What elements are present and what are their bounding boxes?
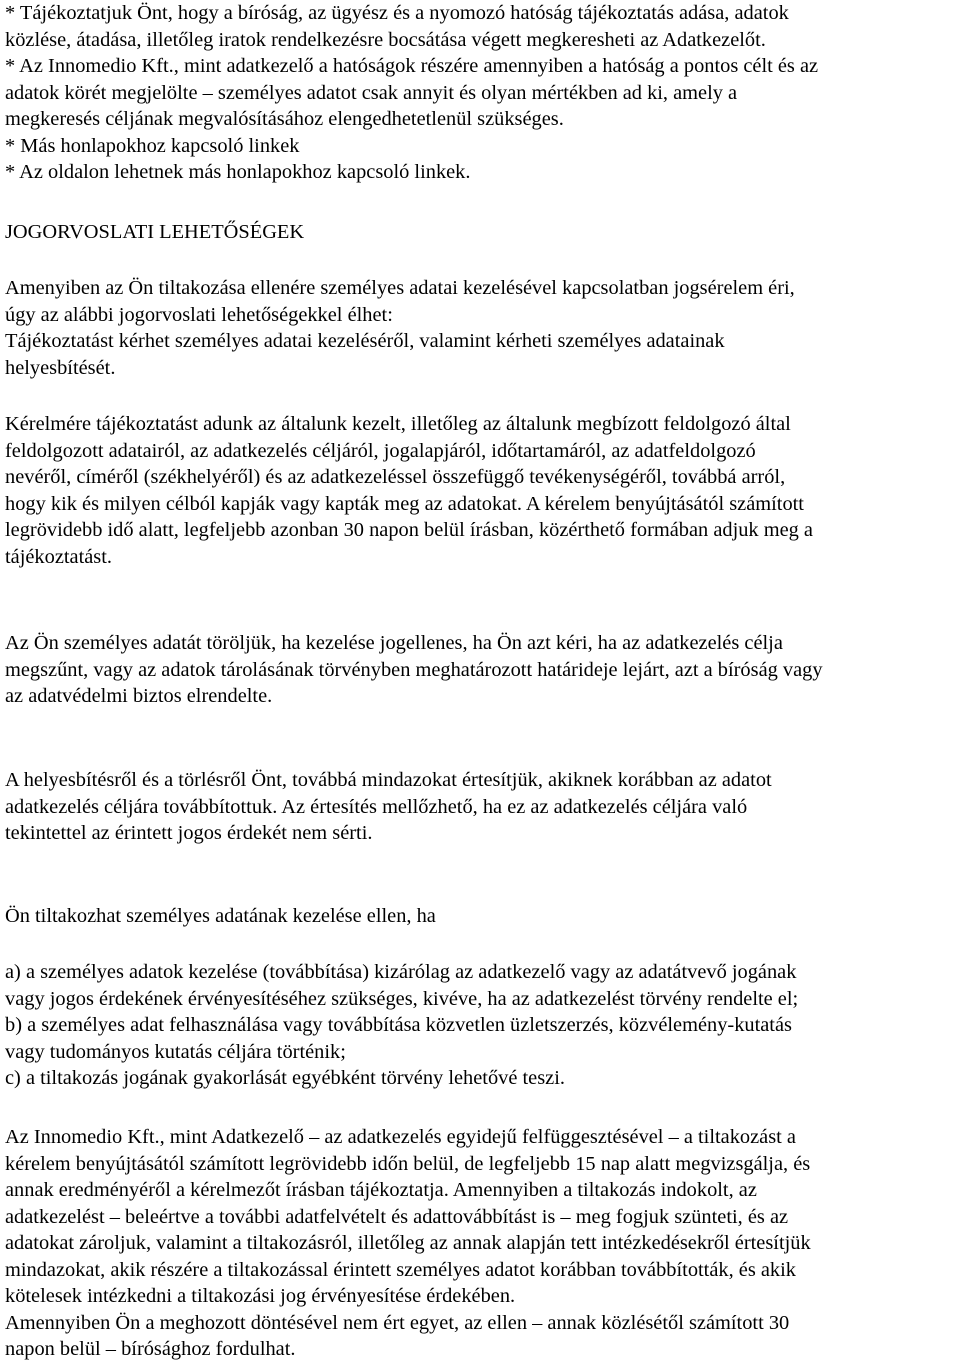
- section-heading: [5, 219, 304, 246]
- text-line: Amennyiben Ön a meghozott döntésével nem ért egyet, az ellen – annak közlésétől számított 30: [5, 1311, 790, 1334]
- text-line: Amenyiben az Ön tiltakozása ellenére személyes adatai kezelésével kapcsolatban jogsérelem éri,: [5, 277, 795, 299]
- intro-paragraph: [5, 0, 818, 186]
- text-line: adatkezelést – beleértve a további adatfelvételt és adattovábbítást is – meg fogjuk szünteti, és az: [5, 1205, 789, 1228]
- text-line: legrövidebb idő alatt, legfeljebb azonban 30 napon belül írásban, közérthető formában adjuk meg a: [5, 519, 813, 541]
- deletion-paragraph: [5, 630, 823, 710]
- list-item: vagy jogos érdekének érvényesítéséhez szükséges, kivéve, ha az adatkezelést törvény rendelte el;: [5, 987, 799, 1010]
- text-line: Tájékoztatást kérhet személyes adatai kezeléséről, valamint kérheti személyes adatainak: [5, 330, 725, 352]
- remedies-intro-paragraph: [5, 275, 795, 381]
- text-line: megkeresés céljának megvalósításához elengedhetetlenül szükséges.: [5, 108, 564, 130]
- text-line: adatokat zároljuk, valamint a tiltakozásról, illetőleg az annak alapján tett intézkedésekről értesítjük: [5, 1232, 811, 1254]
- text-line: megszűnt, vagy az adatok tárolásának törvényben meghatározott határideje lejárt, azt a bíróság vagy: [5, 658, 823, 681]
- text-line: tájékoztatást.: [5, 545, 113, 568]
- list-item: vagy tudományos kutatás céljára történik;: [5, 1040, 346, 1063]
- text-line: Kérelmére tájékoztatást adunk az általunk kezelt, illetőleg az általunk megbízott feldolgozó által: [5, 413, 791, 435]
- text-line: adatkezelés céljára továbbítottuk. Az értesítés mellőzhető, ha ez az adatkezelés céljára való: [5, 795, 748, 818]
- text-line: kérelem benyújtásától számított legrövidebb időn belül, de legfeljebb 15 nap alatt megvizsgálja, és: [5, 1152, 811, 1175]
- text-line: * Az Innomedio Kft., mint adatkezelő a hatóságok részére amennyiben a hatóság a pontos célt és az: [5, 55, 819, 77]
- heading-text: JOGORVOSLATI LEHETŐSÉGEK: [5, 221, 305, 243]
- text-line: napon belül – bírósághoz fordulhat.: [5, 1338, 296, 1360]
- text-line: közlése, átadása, illetőleg iratok rendelkezésre bocsátása végett megkeresheti az Adatkezelőt.: [5, 28, 766, 51]
- text-line: Ön tiltakozhat személyes adatának kezelése ellen, ha: [5, 905, 436, 927]
- objection-intro-paragraph: [5, 903, 436, 930]
- objection-list: [5, 959, 798, 1092]
- text-line: mindazokat, akik részére a tiltakozással érintett személyes adatot korábban továbbították, és akik: [5, 1258, 796, 1281]
- text-line: kötelesek intézkedni a tiltakozási jog érvényesítése érdekében.: [5, 1285, 516, 1307]
- request-info-paragraph: [5, 411, 813, 570]
- text-line: helyesbítését.: [5, 356, 116, 379]
- text-line: nevéről, címéről (székhelyéről) és az adatkezeléssel összefüggő tevékenységéről, továbbá arról,: [5, 466, 786, 488]
- text-line: A helyesbítésről és a törlésről Önt, továbbá mindazokat értesítjük, akiknek korábban az adatot: [5, 769, 772, 791]
- text-line: úgy az alábbi jogorvoslati lehetőségekkel élhet:: [5, 303, 393, 326]
- text-line: tekintettel az érintett jogos érdekét nem sérti.: [5, 822, 373, 844]
- text-line: Az Innomedio Kft., mint Adatkezelő – az adatkezelés egyidejű felfüggesztésével – a tiltakozást a: [5, 1126, 796, 1148]
- text-line: annak eredményéről a kérelmezőt írásban tájékoztatja. Amennyiben a tiltakozás indokolt, az: [5, 1179, 757, 1201]
- text-line: * Tájékoztatjuk Önt, hogy a bíróság, az ügyész és a nyomozó hatóság tájékoztatás adása, adatok: [5, 2, 789, 24]
- text-line: hogy kik és milyen célból kapják vagy kapták meg az adatokat. A kérelem benyújtásától számított: [5, 492, 804, 515]
- text-line: adatok körét megjelölte – személyes adatot csak annyit és olyan mértékben ad ki, amely a: [5, 81, 738, 104]
- text-line: feldolgozott adatairól, az adatkezelés céljáról, jogalapjáról, időtartamáról, az adatfeldolgozó: [5, 439, 756, 462]
- notification-paragraph: [5, 767, 772, 847]
- list-item: c) a tiltakozás jogának gyakorlását egyébként törvény lehetővé teszi.: [5, 1067, 565, 1089]
- text-line: * Az oldalon lehetnek más honlapokhoz kapcsoló linkek.: [5, 161, 471, 183]
- text-line: az adatvédelmi biztos elrendelte.: [5, 685, 273, 707]
- list-item: a) a személyes adatok kezelése (továbbítása) kizárólag az adatkezelő vagy az adatátvevő jogának: [5, 961, 797, 983]
- text-line: Az Ön személyes adatát töröljük, ha kezelése jogellenes, ha Ön azt kéri, ha az adatkezelés célja: [5, 632, 783, 654]
- list-item: b) a személyes adat felhasználása vagy továbbítása közvetlen üzletszerzés, közvélemény-kutatás: [5, 1014, 792, 1036]
- text-line: * Más honlapokhoz kapcsoló linkek: [5, 134, 300, 157]
- closing-paragraph: [5, 1124, 811, 1363]
